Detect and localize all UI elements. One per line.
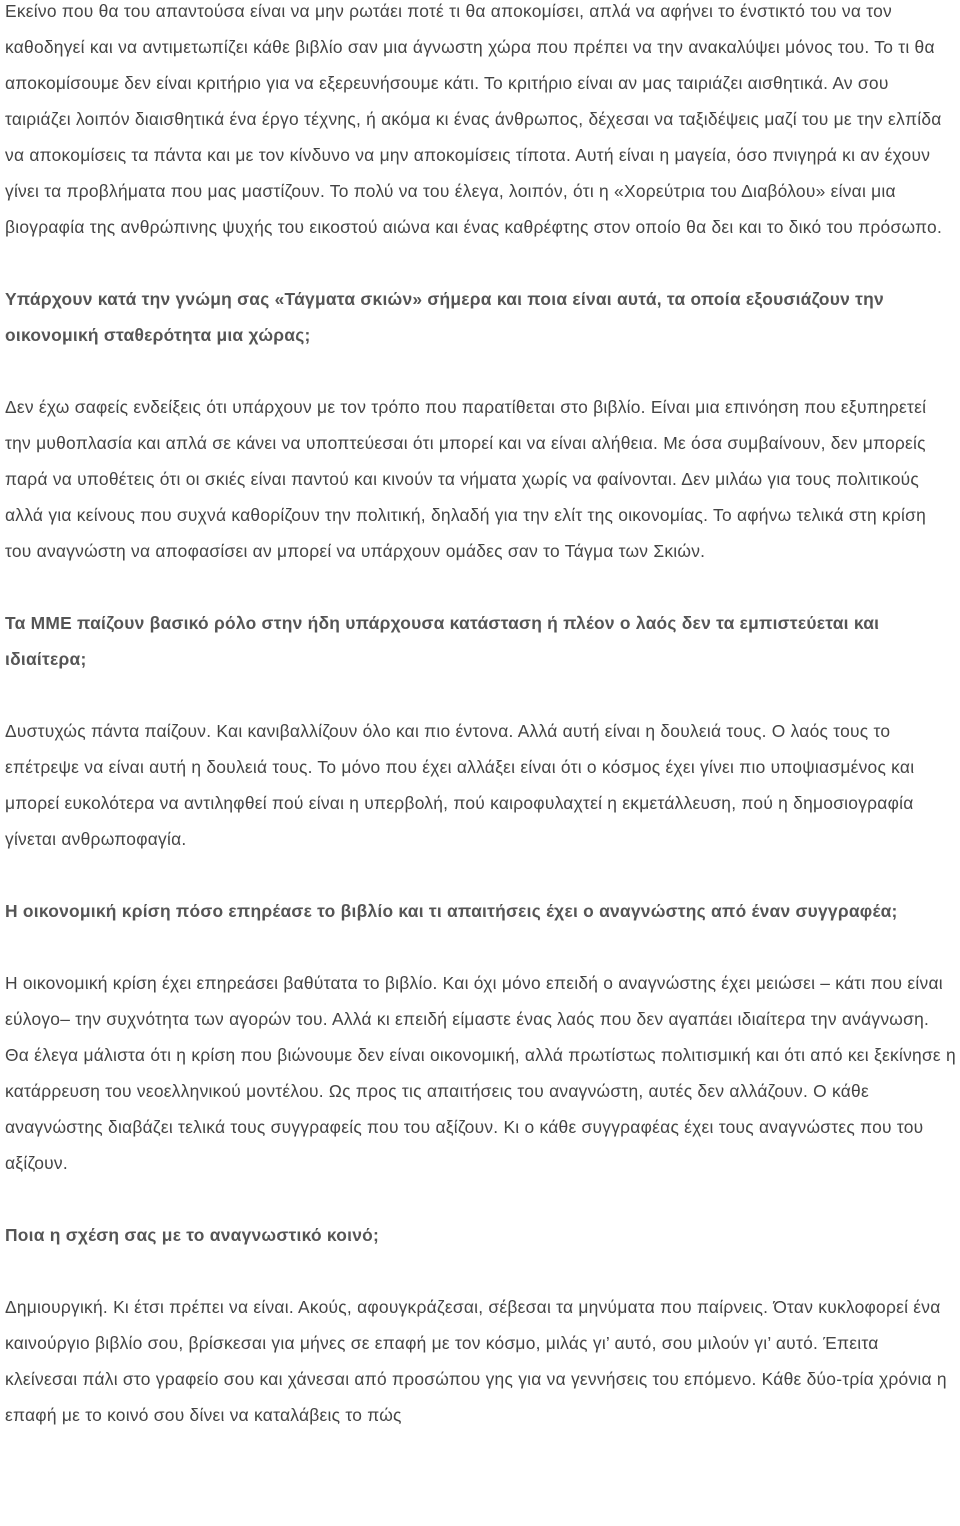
question-heading: Ποια η σχέση σας με το αναγνωστικό κοινό;: [5, 1225, 380, 1245]
answer-paragraph: Δημιουργική. Κι έτσι πρέπει να είναι. Ακούς, αφουγκράζεσαι, σέβεσαι τα μηνύματα που παίρνεις. Όταν κυκλοφορεί ένα καινούργιο βιβλίο σου, βρίσκεσαι για μήνες σε επαφή με τον κόσμο, μιλάς γι’ αυτό, σου μιλούν γι’ αυτό. Έπειτα κλείνεσαι πάλι στο γραφείο σου και χάνεσαι από προσώπου γης για να γεννήσεις του επόμενο. Κάθε δύο-τρία χρόνια η επαφή με το κοινό σου δίνει να καταλάβεις το πώς: [5, 1297, 947, 1425]
answer-paragraph: Δυστυχώς πάντα παίζουν. Και κανιβαλλίζουν όλο και πιο έντονα. Αλλά αυτή είναι η δουλειά τους. Ο λαός τους το επέτρεψε να είναι αυτή η δουλειά τους. Το μόνο που έχει αλλάξει είναι ότι ο κόσμος έχει γίνει πιο υποψιασμένος και μπορεί ευκολότερα να αντιληφθεί πού είναι η υπερβολή, πού καιροφυλαχτεί η εκμετάλλευση, πού η δημοσιογραφία γίνεται ανθρωποφαγία.: [5, 721, 915, 849]
question-heading: Υπάρχουν κατά την γνώμη σας «Τάγματα σκιών» σήμερα και ποια είναι αυτά, τα οποία εξουσιάζουν την οικονομική σταθερότητα μια χώρας;: [5, 289, 884, 345]
answer-paragraph: Δεν έχω σαφείς ενδείξεις ότι υπάρχουν με τον τρόπο που παρατίθεται στο βιβλίο. Είναι μια επινόηση που εξυπηρετεί την μυθοπλασία και απλά σε κάνει να υποπτεύεσαι ότι μπορεί και να είναι αλήθεια. Με όσα συμβαίνουν, δεν μπορείς παρά να υποθέτεις ότι οι σκιές είναι παντού και κινούν τα νήματα χωρίς να φαίνονται. Δεν μιλάω για τους πολιτικούς αλλά για κείνους που συχνά καθορίζουν την πολιτική, δηλαδή για την ελίτ της οικονομίας. Το αφήνω τελικά στη κρίση του αναγνώστη να αποφασίσει αν μπορεί να υπάρχουν ομάδες σαν το Τάγμα των Σκιών.: [5, 397, 927, 561]
question-heading: Η οικονομική κρίση πόσο επηρέασε το βιβλίο και τι απαιτήσεις έχει ο αναγνώστης από έναν συγγραφέα;: [5, 901, 898, 921]
answer-paragraph: Εκείνο που θα του απαντούσα είναι να μην ρωτάει ποτέ τι θα αποκομίσει, απλά να αφήνει το ένστικτό του να τον καθοδηγεί και να αντιμετωπίζει κάθε βιβλίο σαν μια άγνωστη χώρα που πρέπει να την ανακαλύψει μόνος του. Το τι θα αποκομίσουμε δεν είναι κριτήριο για να εξερευνήσουμε κάτι. Το κριτήριο είναι αν μας ταιριάζει αισθητικά. Αν σου ταιριάζει λοιπόν διαισθητικά ένα έργο τέχνης, ή ακόμα κι ένας άνθρωπος, δέχεσαι να ταξιδέψεις μαζί του με την ελπίδα να αποκομίσεις τα πάντα και με τον κίνδυνο να μην αποκομίσεις τίποτα. Αυτή είναι η μαγεία, όσο πνιγηρά κι αν έχουν γίνει τα προβλήματα που μας μαστίζουν. Το πολύ να του έλεγα, λοιπόν, ότι η «Χορεύτρια του Διαβόλου» είναι μια βιογραφία της ανθρώπινης ψυχής του εικοστού αιώνα και ένας καθρέφτης στον οποίο θα δει και το δικό του πρόσωπο.: [5, 1, 943, 237]
question-heading: Τα ΜΜΕ παίζουν βασικό ρόλο στην ήδη υπάρχουσα κατάσταση ή πλέον ο λαός δεν τα εμπιστεύεται και ιδιαίτερα;: [5, 613, 880, 669]
answer-paragraph: Η οικονομική κρίση έχει επηρεάσει βαθύτατα το βιβλίο. Και όχι μόνο επειδή ο αναγνώστης έχει μειώσει – κάτι που είναι εύλογο– την συχνότητα των αγορών του. Αλλά κι επειδή είμαστε ένας λαός που δεν αγαπάει ιδιαίτερα την ανάγνωση. Θα έλεγα μάλιστα ότι η κρίση που βιώνουμε δεν είναι οικονομική, αλλά πρωτίστως πολιτισμική και ότι από κει ξεκίνησε η κατάρρευση του νεοελληνικού μοντέλου. Ως προς τις απαιτήσεις του αναγνώστη, αυτές δεν αλλάζουν. Ο κάθε αναγνώστης διαβάζει τελικά τους συγγραφείς που του αξίζουν. Κι ο κάθε συγγραφέας έχει τους αναγνώστες που του αξίζουν.: [5, 973, 956, 1173]
